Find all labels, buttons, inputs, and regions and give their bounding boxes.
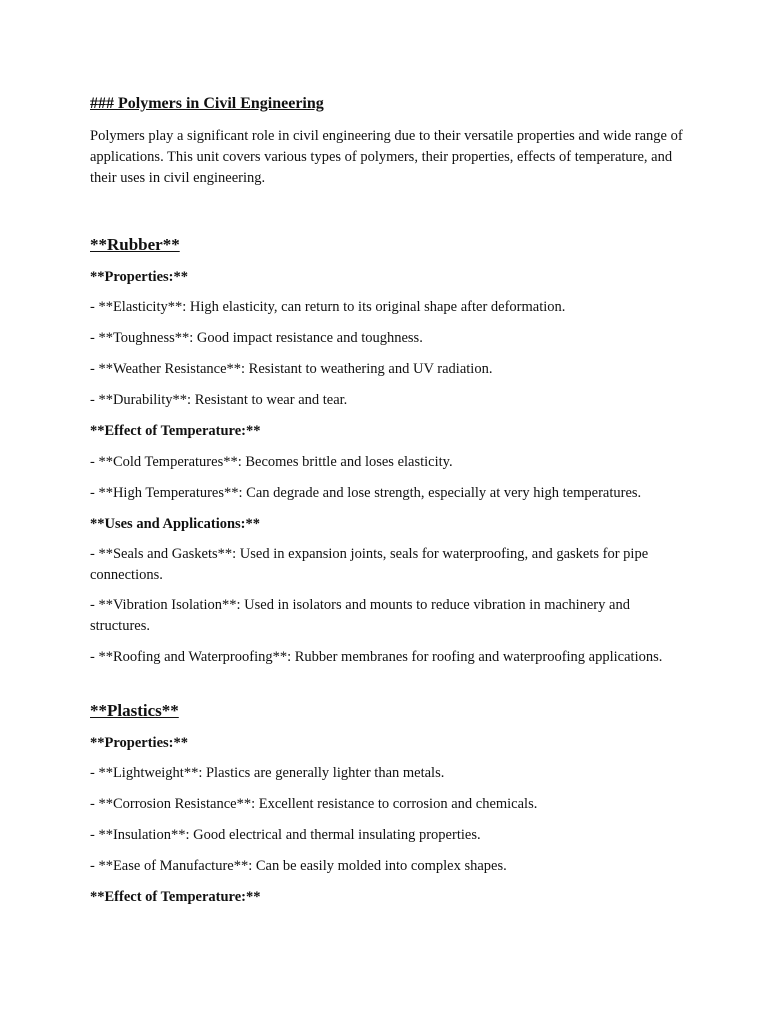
rubber-properties-heading: **Properties:** xyxy=(90,269,188,285)
plastics-property-item: - **Lightweight**: Plastics are generally lighter than metals. xyxy=(90,765,445,781)
intro-paragraph: Polymers play a significant role in civil engineering due to their versatile properties and wide range of applications. This unit covers various types of polymers, their properties, effects of temperature, and their uses in civil engineering. xyxy=(90,128,683,186)
rubber-heading: **Rubber** xyxy=(90,235,180,254)
rubber-property-item: - **Durability**: Resistant to wear and tear. xyxy=(90,392,348,408)
rubber-property-item: - **Toughness**: Good impact resistance and toughness. xyxy=(90,330,423,346)
plastics-heading: **Plastics** xyxy=(90,701,179,720)
plastics-property-item: - **Corrosion Resistance**: Excellent resistance to corrosion and chemicals. xyxy=(90,796,538,812)
rubber-use-item: - **Roofing and Waterproofing**: Rubber membranes for roofing and waterproofing applications. xyxy=(90,649,663,665)
rubber-temperature-item: - **High Temperatures**: Can degrade and lose strength, especially at very high temperatures. xyxy=(90,485,642,501)
rubber-temperature-item: - **Cold Temperatures**: Becomes brittle and loses elasticity. xyxy=(90,454,453,470)
rubber-use-item: - **Vibration Isolation**: Used in isolators and mounts to reduce vibration in machinery and structures. xyxy=(90,597,630,634)
rubber-property-item: - **Weather Resistance**: Resistant to weathering and UV radiation. xyxy=(90,361,493,377)
plastics-property-item: - **Ease of Manufacture**: Can be easily molded into complex shapes. xyxy=(90,858,507,874)
plastics-properties-heading: **Properties:** xyxy=(90,735,188,751)
rubber-uses-heading: **Uses and Applications:** xyxy=(90,516,261,532)
plastics-property-item: - **Insulation**: Good electrical and thermal insulating properties. xyxy=(90,827,481,843)
rubber-use-item: - **Seals and Gaskets**: Used in expansion joints, seals for waterproofing, and gaskets for pipe connections. xyxy=(90,546,649,583)
plastics-temperature-heading: **Effect of Temperature:** xyxy=(90,889,261,905)
rubber-property-item: - **Elasticity**: High elasticity, can return to its original shape after deformation. xyxy=(90,299,566,315)
rubber-temperature-heading: **Effect of Temperature:** xyxy=(90,423,261,439)
document-title: ### Polymers in Civil Engineering xyxy=(90,95,324,112)
